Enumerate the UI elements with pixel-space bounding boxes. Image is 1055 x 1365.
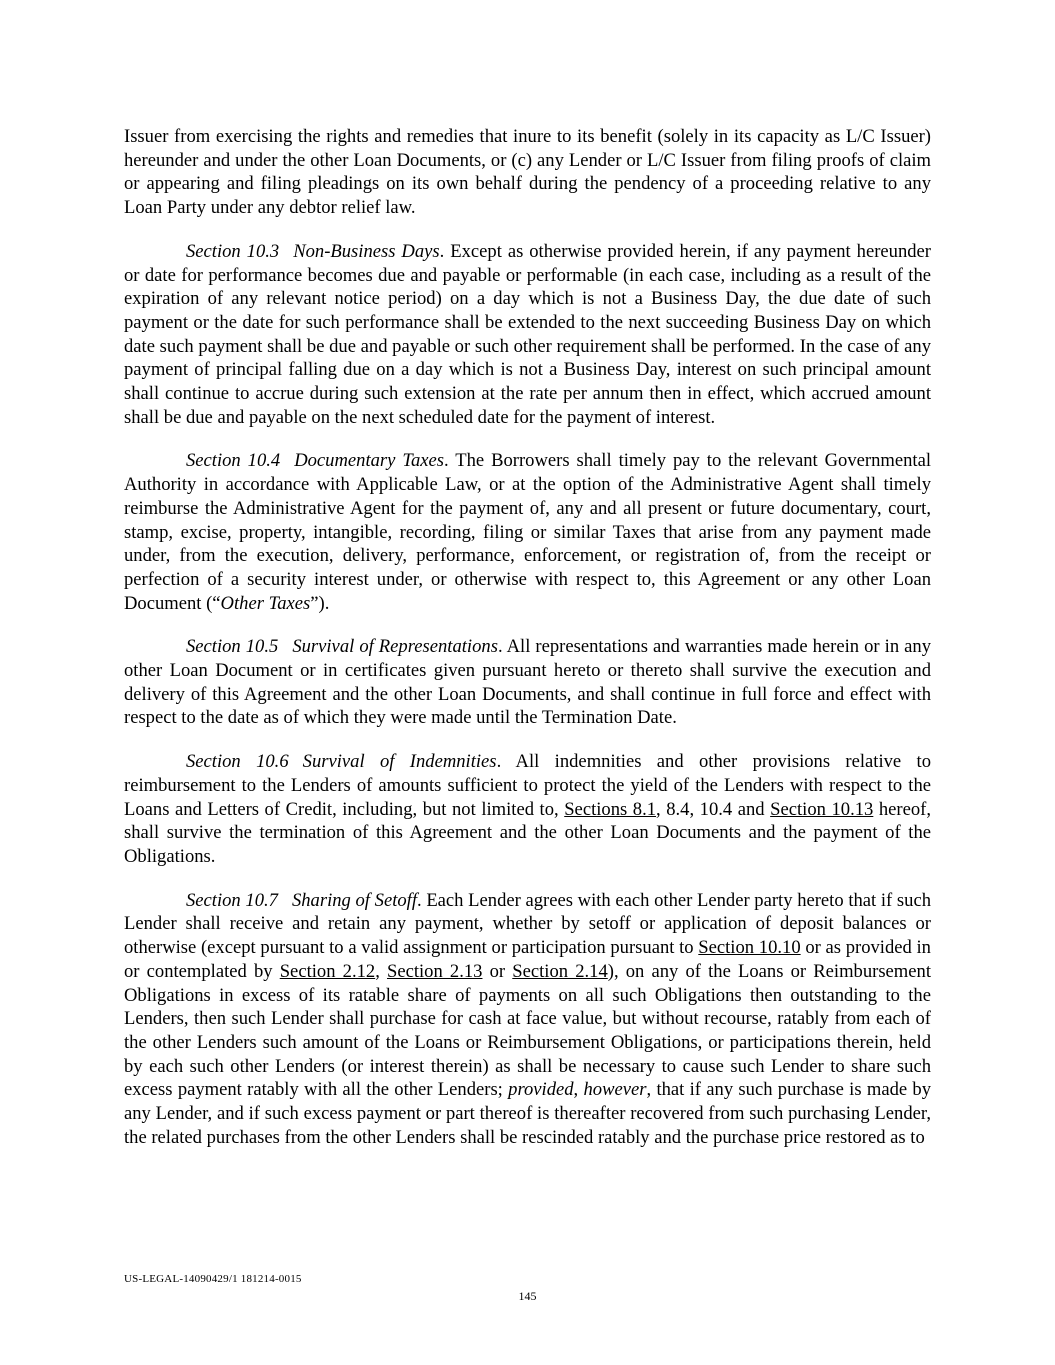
proviso-term: however <box>583 1079 647 1101</box>
section-title: Survival of Representations <box>292 636 498 658</box>
section-10-5 <box>124 635 931 730</box>
section-text: , 8.4, 10.4 and <box>656 798 771 820</box>
section-text: . Except as otherwise provided herein, if any payment hereunder or date for performance becomes due and payable or performable (in each case, including as a result of the expiration of any relevant notice period) on a day which is not a Business Day, the due date of such payment or the date for such performance shall be extended to the next succeeding Business Day on which date such payment shall be due and payable or such other requirement shall be performed. In the case of any payment of principal falling due on a day which is not a Business Day, interest on such principal amount shall continue to accrue during such extension at the rate per annum then in effect, which accrued amount shall be due and payable on the next scheduled date for the payment of interest. <box>124 240 931 428</box>
section-text: , <box>375 960 387 982</box>
cross-reference: Sections 8.1 <box>564 798 657 820</box>
section-10-6 <box>124 750 931 869</box>
section-text: , that if any such purchase is made by any Lender, and if such excess payment or part thereof is thereafter recovered from such purchasing Lender, the related purchases from the other Lenders shall be rescinded ratably and the purchase price restored as to <box>124 1079 932 1148</box>
cross-reference: Section 2.14 <box>512 960 608 982</box>
section-text: ”). <box>310 592 330 614</box>
section-title: Documentary Taxes <box>294 450 445 472</box>
section-text: or as provided in or contemplated by <box>124 937 931 982</box>
cross-reference: Section 2.12 <box>279 960 376 982</box>
continuation-paragraph: Issuer from exercising the rights and remedies that inure to its benefit (solely in its capacity as L/C Issuer) hereunder and under the other Loan Documents, or (c) any Lender or L/C Issuer from filing proofs of claim or appearing and filing pleadings on its own behalf during the pendency of a proceeding relative to any Loan Party under any debtor relief law. <box>124 126 931 219</box>
section-text: . All representations and warranties made herein or in any other Loan Document or in certificates given pursuant hereto or thereto shall survive the execution and delivery of this Agreement and the other Loan Documents, and shall continue in full force and effect with respect to the date as of which they were made until the Termination Date. <box>124 636 932 729</box>
section-number: Section 10.4 <box>186 450 281 472</box>
section-number: Section 10.5 <box>186 636 279 658</box>
cross-reference: Section 2.13 <box>387 960 483 982</box>
section-number: Section 10.6 <box>186 751 289 773</box>
section-text: . The Borrowers shall timely pay to the relevant Governmental Authority in accordance with Applicable Law, or at the option of the Administrative Agent shall timely reimburse the Administrative Agent for the payment of, any and all present or future documentary, court, stamp, excise, property, intangible, recording, filing or similar Taxes that arise from any payment made under, from the execution, delivery, performance, enforcement, or registration of, from the receipt or perfection of a security interest under, or otherwise with respect to, this Agreement or any other Loan Document (“ <box>124 450 931 614</box>
section-10-7 <box>124 889 931 1150</box>
section-text: hereof, shall survive the termination of this Agreement and the other Loan Documents and the payment of the Obligations. <box>124 798 932 867</box>
section-10-3 <box>124 240 931 430</box>
document-body <box>124 125 931 1169</box>
cross-reference: Section 10.13 <box>770 798 874 820</box>
page-number: 145 <box>518 1289 537 1303</box>
section-text: or <box>482 960 513 982</box>
section-10-4 <box>124 449 931 615</box>
section-title: Sharing of Setoff <box>291 889 417 911</box>
section-text: . All indemnities and other provisions relative to reimbursement to the Lenders of amounts sufficient to protect the yield of the Lenders with respect to the Loans and Letters of Credit, including, but not limited to, <box>124 751 932 820</box>
cross-reference: Section 10.10 <box>698 937 801 959</box>
section-title: Survival of Indemnities <box>302 751 497 773</box>
section-title: Non-Business Days <box>293 240 440 262</box>
section-text: . Each Lender agrees with each other Lender party hereto that if such Lender shall receive and retain any payment, whether by setoff or application of deposit balances or otherwise (except pursuant to a valid assignment or participation pursuant to <box>124 889 931 959</box>
section-text: , <box>573 1079 584 1101</box>
section-number: Section 10.3 <box>186 240 280 262</box>
section-text: ), on any of the Loans or Reimbursement Obligations in excess of its ratable share of payments on all such Obligations then outstanding to the Lenders, then such Lender shall purchase for cash at face value, but without recourse, ratably from each of the other Lenders such amount of the Loans or Reimbursement Obligations, or participations therein, held by each such other Lenders (or interest therein) as shall be necessary to cause such Lender to share such excess payment ratably with all the other Lenders; <box>124 960 931 1101</box>
section-number: Section 10.7 <box>186 889 278 911</box>
defined-term: Other Taxes <box>220 592 311 614</box>
proviso-term: provided <box>508 1079 574 1101</box>
footer-document-id: US-LEGAL-14090429/1 181214-0015 <box>124 1273 302 1285</box>
